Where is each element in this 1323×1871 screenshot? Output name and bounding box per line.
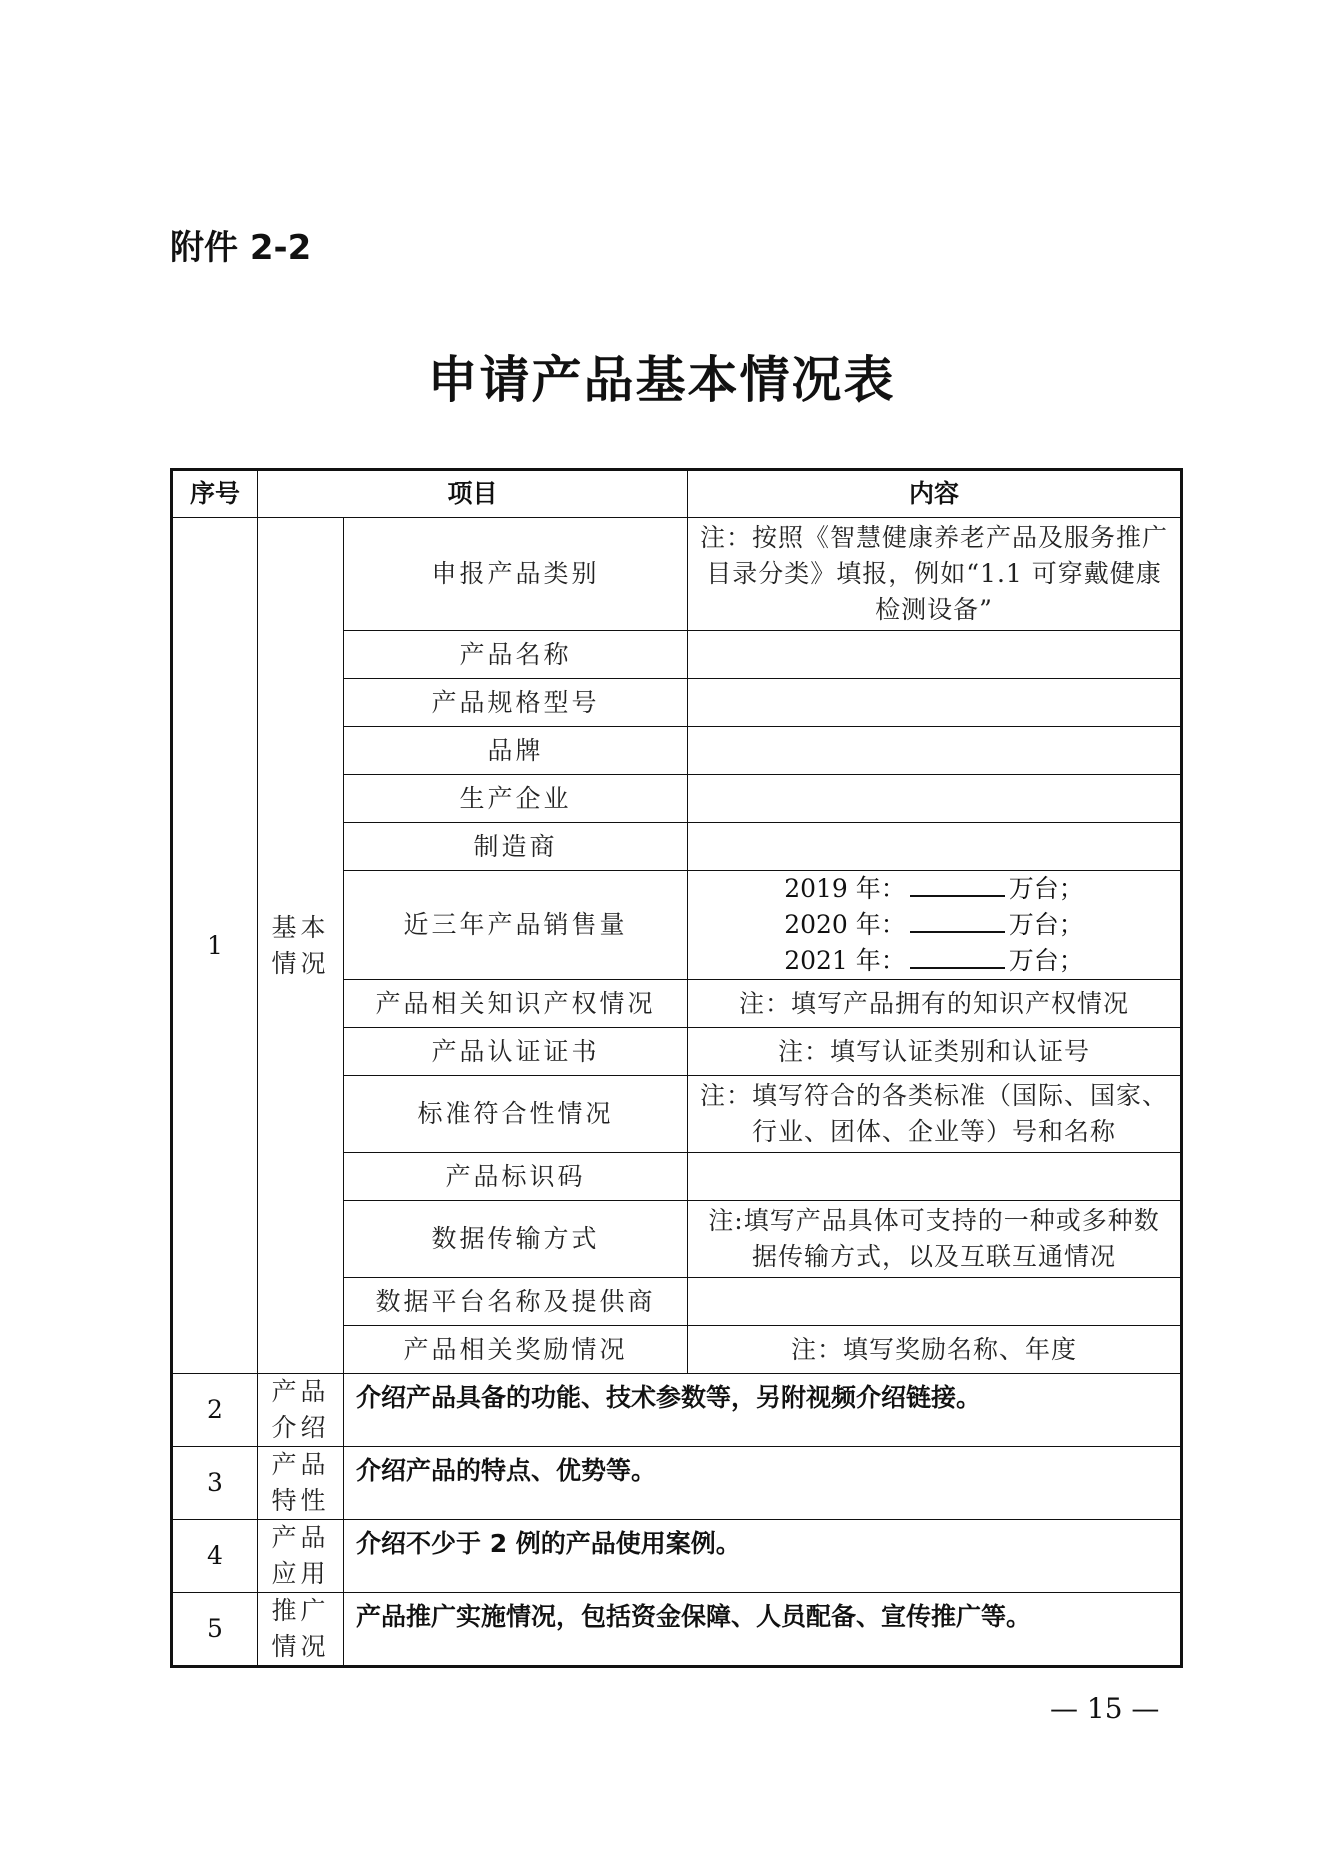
section-category bbox=[258, 1520, 344, 1593]
sales-unit: 万台； bbox=[1008, 946, 1084, 975]
row-label: 品牌 bbox=[344, 727, 688, 775]
table-row bbox=[172, 518, 1182, 631]
sales-year: 2020 年： bbox=[784, 910, 906, 939]
sales-line bbox=[688, 871, 1180, 907]
section-category bbox=[258, 1447, 344, 1520]
table-row bbox=[172, 1374, 1182, 1447]
table-row bbox=[172, 1593, 1182, 1667]
section-seq: 3 bbox=[172, 1447, 258, 1520]
row-content[interactable] bbox=[688, 727, 1182, 775]
category-line: 产品 bbox=[271, 1377, 330, 1406]
row-label: 产品相关奖励情况 bbox=[344, 1326, 688, 1374]
row-label: 产品相关知识产权情况 bbox=[344, 980, 688, 1028]
row-label: 数据传输方式 bbox=[344, 1201, 688, 1278]
category-line: 情况 bbox=[271, 1632, 330, 1661]
sales-unit: 万台； bbox=[1008, 874, 1084, 903]
row-content[interactable]: 注:填写产品具体可支持的一种或多种数据传输方式，以及互联互通情况 bbox=[688, 1201, 1182, 1278]
header-item: 项目 bbox=[258, 470, 688, 518]
row-content[interactable] bbox=[688, 823, 1182, 871]
row-label: 生产企业 bbox=[344, 775, 688, 823]
category-line: 介绍 bbox=[271, 1413, 330, 1442]
sales-blank[interactable] bbox=[910, 943, 1005, 969]
section-seq: 2 bbox=[172, 1374, 258, 1447]
category-line: 推广 bbox=[271, 1596, 330, 1625]
attachment-label: 附件 2-2 bbox=[170, 228, 312, 268]
page-number: — 15 — bbox=[1050, 1692, 1160, 1725]
section-seq: 5 bbox=[172, 1593, 258, 1667]
row-label: 申报产品类别 bbox=[344, 518, 688, 631]
row-content[interactable] bbox=[688, 1153, 1182, 1201]
section-description[interactable]: 介绍不少于 2 例的产品使用案例。 bbox=[344, 1520, 1182, 1593]
category-line: 特性 bbox=[271, 1486, 330, 1515]
row-content[interactable]: 注：填写符合的各类标准（国际、国家、行业、团体、企业等）号和名称 bbox=[688, 1076, 1182, 1153]
sales-year: 2019 年： bbox=[784, 874, 906, 903]
sales-blank[interactable] bbox=[910, 907, 1005, 933]
row-label: 近三年产品销售量 bbox=[344, 871, 688, 980]
sales-year: 2021 年： bbox=[784, 946, 906, 975]
section-1-seq: 1 bbox=[172, 518, 258, 1374]
sales-line bbox=[688, 907, 1180, 943]
row-content[interactable] bbox=[688, 775, 1182, 823]
section-category bbox=[258, 1593, 344, 1667]
row-content[interactable]: 注：填写奖励名称、年度 bbox=[688, 1326, 1182, 1374]
category-line: 基本 bbox=[271, 912, 330, 942]
row-content[interactable]: 注：按照《智慧健康养老产品及服务推广目录分类》填报，例如“1.1 可穿戴健康检测设备” bbox=[688, 518, 1182, 631]
row-label: 产品规格型号 bbox=[344, 679, 688, 727]
row-label: 产品名称 bbox=[344, 631, 688, 679]
sales-unit: 万台； bbox=[1008, 910, 1084, 939]
table-row bbox=[172, 1447, 1182, 1520]
table-header-row bbox=[172, 470, 1182, 518]
row-label: 产品认证证书 bbox=[344, 1028, 688, 1076]
section-category bbox=[258, 1374, 344, 1447]
row-label: 制造商 bbox=[344, 823, 688, 871]
row-label: 标准符合性情况 bbox=[344, 1076, 688, 1153]
section-description[interactable]: 介绍产品的特点、优势等。 bbox=[344, 1447, 1182, 1520]
row-content[interactable] bbox=[688, 631, 1182, 679]
category-line: 情况 bbox=[271, 948, 330, 978]
category-line: 应用 bbox=[271, 1559, 330, 1588]
row-content[interactable]: 注：填写产品拥有的知识产权情况 bbox=[688, 980, 1182, 1028]
row-content[interactable] bbox=[688, 679, 1182, 727]
section-description[interactable]: 介绍产品具备的功能、技术参数等，另附视频介绍链接。 bbox=[344, 1374, 1182, 1447]
row-content[interactable]: 注：填写认证类别和认证号 bbox=[688, 1028, 1182, 1076]
row-label: 数据平台名称及提供商 bbox=[344, 1278, 688, 1326]
category-line: 产品 bbox=[271, 1450, 330, 1479]
section-seq: 4 bbox=[172, 1520, 258, 1593]
section-description[interactable]: 产品推广实施情况，包括资金保障、人员配备、宣传推广等。 bbox=[344, 1593, 1182, 1667]
product-info-table bbox=[170, 468, 1183, 1668]
header-seq: 序号 bbox=[172, 470, 258, 518]
section-1-category bbox=[258, 518, 344, 1374]
sales-blank[interactable] bbox=[910, 871, 1005, 897]
header-content: 内容 bbox=[688, 470, 1182, 518]
table-row bbox=[172, 1520, 1182, 1593]
row-content[interactable] bbox=[688, 1278, 1182, 1326]
sales-line bbox=[688, 943, 1180, 979]
sales-volume-cell bbox=[688, 871, 1182, 980]
row-label: 产品标识码 bbox=[344, 1153, 688, 1201]
form-title: 申请产品基本情况表 bbox=[427, 351, 896, 409]
category-line: 产品 bbox=[271, 1523, 330, 1552]
